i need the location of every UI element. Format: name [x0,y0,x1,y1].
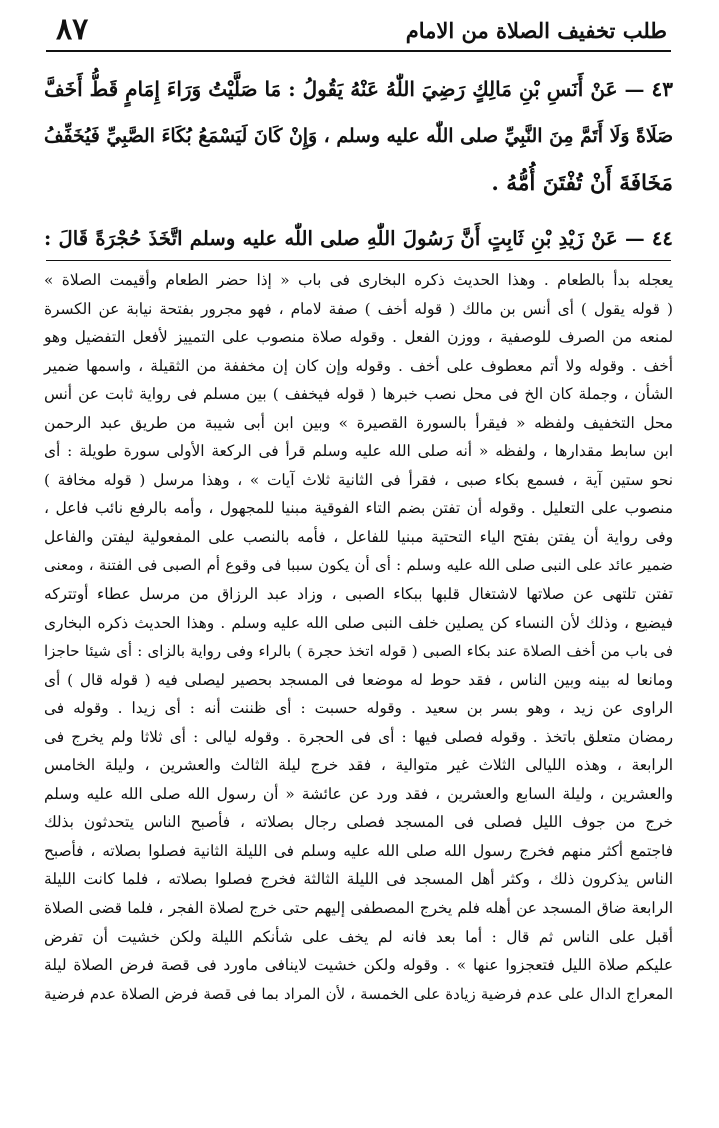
commentary-line: الرابعة ، وهذه الليالى الثلاث غير متوالية ، فقد خرج ليلة الثالث والعشرين ، وليلة الخامس [44,756,673,775]
commentary-line: فاجتمع أكثر منهم فخرج رسول الله صلى الله عليه وسلم فى الليلة الثانية فصلوا بصلاته ، فأصبح [44,841,673,860]
commentary-line: نحو ستين آية ، فسمع بكاء صبى ، فقرأ فى الثانية ثلاث آيات » ، وهذا مرسل ( قوله مخافة ) [44,470,673,489]
page-header [52,14,667,48]
commentary-line: عليكم صلاة الليل فتعجزوا عنها » . وقوله ولكن خشيت لاينافى ماورد فى قصة فرض الصلاة ليلة [44,956,673,975]
commentary-line: ومانعا له بينه وبين الناس ، فقد حوط له موضعا فى المسجد بحصير ليصلى فيه ( قوله قال ) أى [44,670,673,689]
commentary-line: ضمير عائد على النبى صلى الله عليه وسلم : أى أن يكون سببا فى وقوع أم الصبى فى الفتنة ، ومعنى [44,556,673,575]
commentary-line: منصوب على التعليل . وقوله أن تفتن بضم التاء الفوقية مبنيا للمجهول ، وأمه بالرفع نائب فاعل ، [44,499,673,518]
header-rule [46,50,671,52]
hadith-43-line: ٤٣ — عَنْ أَنَسِ بْنِ مَالِكٍ رَضِيَ اللّٰهُ عَنْهُ يَقُولُ : مَا صَلَّيْتُ وَرَاءَ إِمَامٍ قَطُّ أَخَفَّ [44,77,673,101]
commentary-line: محل التخفيف ولفظه « فيقرأ بالسورة القصيرة » وبين ابن أبى شيبة من طريق عبد الرحمن [44,413,673,432]
commentary-line: يعجله بدأ بالطعام . وهذا الحديث ذكره البخارى فى باب « إذا حضر الطعام وأقيمت الصلاة » [44,271,673,289]
commentary-line: رمضان متعلق باتخذ . وقوله فصلى فيها : أى فى الحجرة . وقوله ليالى : أى ثلاثا ولم يخرج فى [44,727,673,746]
commentary-line: أخف . وقوله ولا أتم معطوف على أخف . وقوله وإن كان إن مخففة من الثقيلة ، واسمها ضمير [44,356,673,375]
commentary-line: ( قوله يقول ) أى أنس بن مالك ( قوله أخف ) صفة لامام ، فهو مجرور بفتحة نيابة عن الكسرة [44,299,673,318]
commentary-line: الشأن ، وجملة كان الخ فى محل نصب خبرها ( قوله فيخفف ) بين مسلم فى رواية ثابت عن أنس [44,385,673,404]
section-rule [46,260,671,261]
commentary-line: لمنعه من الصرف للوصفية ، ووزن الفعل . وقوله صلاة منصوب على التمييز لأفعل التفضيل وهو [44,328,673,347]
commentary-line: وفى رواية أن يفتن بفتح الياء التحتية مبنيا للفاعل ، فأمه بالنصب على المفعولية ليفتن والفاعل [44,527,673,546]
hadith-text [44,66,673,262]
hadith-43-line: صَلَاةً وَلَا أَتَمَّ مِنَ النَّبِيِّ صلى اللّٰه عليه وسلم ، وَإِنْ كَانَ لَيَسْمَعُ بُكَاءَ الصَّبِيِّ فَيُخَفِّفُ [44,125,673,147]
commentary-line: المعراج الدال على عدم فرضية زيادة على الخمسة ، لأن المراد بما فى قصة فرض الصلاة عدم فرضية [44,984,673,1003]
commentary-line: أقبل على الناس ثم قال : أما بعد فانه لم يخف على شأنكم الليلة ولكن خشيت أن تفرض [44,927,673,946]
commentary-text [44,266,673,1008]
commentary-line: فى باب من أخف الصلاة عند بكاء الصبى ( قوله اتخذ حجرة ) بالراء وفى رواية بالزاى : أى شيئا حاجزا [44,642,673,661]
commentary-line: فيضيع ، وذلك لأن النساء كن يصلين خلف النبى صلى الله عليه وسلم . وهذا الحديث ذكره البخارى [44,613,673,632]
hadith-44-line: ٤٤ — عَنْ زَيْدِ بْنِ ثَابِتٍ أَنَّ رَسُولَ اللّٰهِ صلى اللّٰه عليه وسلم اتَّخَذَ حُجْرَةً قَالَ : [44,227,673,250]
commentary-line: والعشرين ، وليلة السابع والعشرين ، فقد ورد عن عائشة « أن رسول الله صلى الله عليه وسلم [44,784,673,803]
commentary-line: الناس يذكرون ذلك ، وكثر أهل المسجد فى الليلة الثالثة فخرج فصلوا بصلاته ، فلما كانت الليلة [44,870,673,889]
commentary-line: الرابعة ضاق المسجد عن أهله فلم يخرج المصطفى إليهم حتى خرج لصلاة الفجر ، فلما قضى الصلاة [44,899,673,918]
commentary-line: خرج من جوف الليل فصلى فى المسجد فصلى رجال بصلاته ، فأصبح الناس يتحدثون بذلك [44,813,673,832]
page-number: ٨٧ [56,12,89,47]
hadith-43-line: مَخَافَةَ أَنْ تُفْتَنَ أُمُّهُ . [491,171,673,196]
commentary-line: الراوى عن زيد ، وهو بسر بن سعيد . وقوله حسبت : أى ظننت أنه : أى زيدا . وقوله فى [44,699,673,718]
commentary-line: تفتن تلتهى عن صلاتها لاشتغال قلبها ببكاء الصبى ، وزاد عبد الرزاق من مرسل عطاء أوتتركه [44,585,673,604]
commentary-line: ابن سابط مقدارها ، ولفظه « أنه صلى الله عليه وسلم قرأ فى الركعة الأولى سورة طويلة : أى [44,442,673,461]
running-title: طلب تخفيف الصلاة من الامام [405,18,667,43]
